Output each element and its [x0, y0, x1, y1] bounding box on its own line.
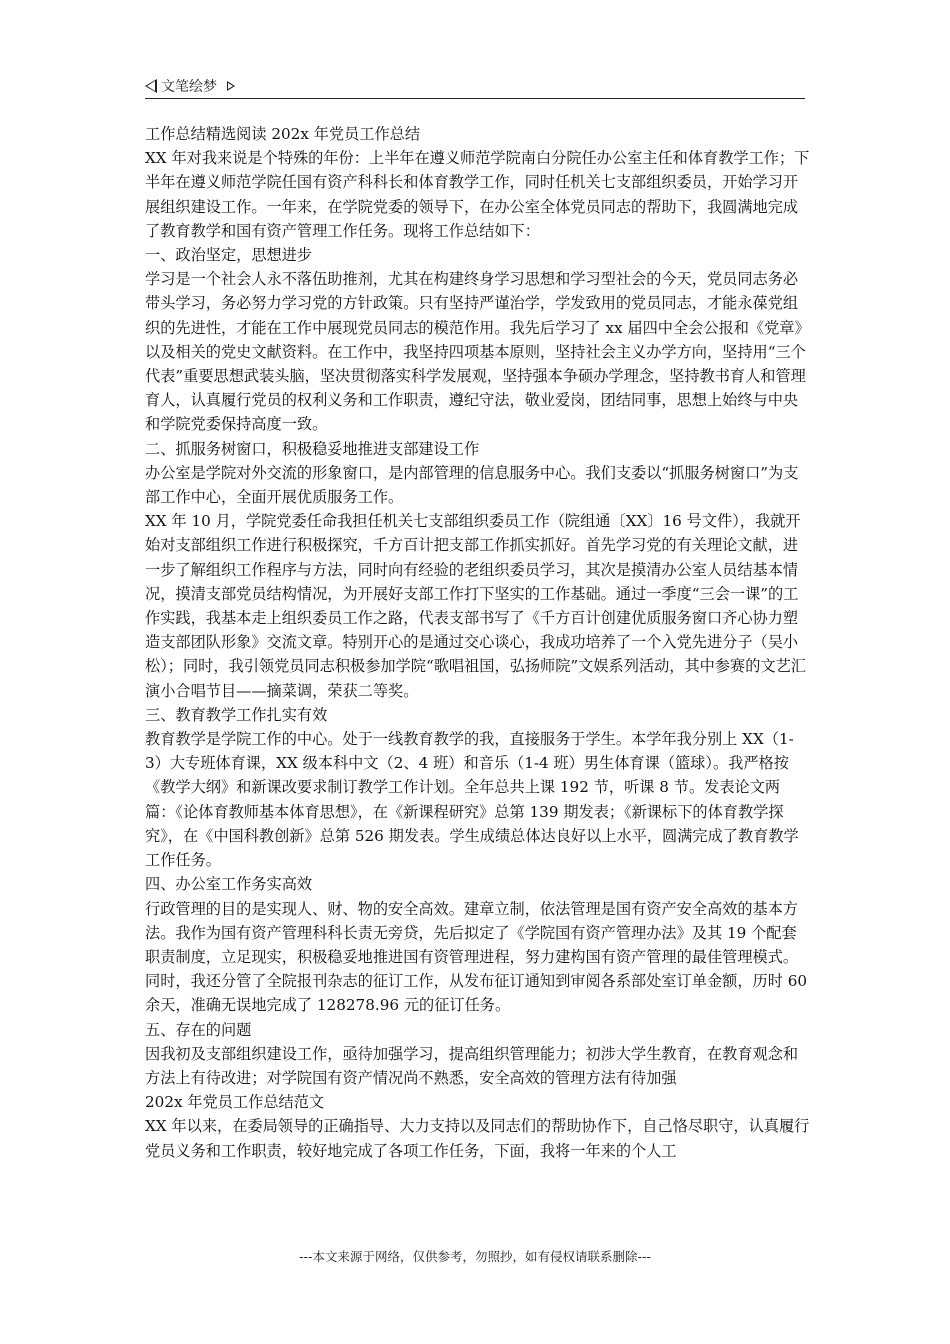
section-heading-5: 五、存在的问题 — [145, 1020, 252, 1039]
second-article-title: 202x 年党员工作总结范文 — [145, 1093, 325, 1112]
document-body — [145, 122, 810, 1163]
paragraph: XX 年以来，在委局领导的正确指导、大力支持以及同志们的帮助协作下，自己恪尽职守，认真履行党员义务和工作职责，较好地完成了各项工作任务，下面，我将一年来的个人工 — [145, 1117, 810, 1160]
brand-name: 文笔绘梦 — [161, 79, 217, 95]
header-brand — [145, 76, 235, 96]
left-triangle-icon — [145, 79, 157, 93]
paragraph: 因我初及支部组织建设工作，亟待加强学习，提高组织管理能力；初涉大学生教育，在教育观念和方法上有待改进；对学院国有资产情况尚不熟悉，安全高效的管理方法有待加强 — [145, 1044, 799, 1087]
section-heading-2: 二、抓服务树窗口，积极稳妥地推进支部建设工作 — [145, 439, 480, 458]
paragraph: 教育教学是学院工作的中心。处于一线教育教学的我，直接服务于学生。本学年我分别上 XX（1-3）大专班体育课，XX 级本科中文（2、4 班）和音乐（1-4 班）男生体育课（篮球）。我严格按《教学大纲》和新课改要求制订教学工作计划。全年总共上课 192 节，听课 8 节。发表论文两篇：《论体育教师基本体育思想》，在《新课程研究》总第 139 期发表；《新课标下的体育教学探究》，在《中国科教创新》总第 526 期发表。学生成绩总体达良好以上水平，圆满完成了教育教学工作任务。 — [145, 730, 799, 870]
paragraph: 行政管理的目的是实现人、财、物的安全高效。建章立制，依法管理是国有资产安全高效的基本方法。我作为国有资产管理科科长责无旁贷，先后拟定了《学院国有资产管理办法》及其 19 个配套职责制度，立足现实，积极稳妥地推进国有资管理进程，努力建构国有资产管理的最佳管理模式。同时，我还分管了全院报刊杂志的征订工作，从发布征订通知到审阅各系部处室订单金额，历时 60 余天，准确无误地完成了 128278.96 元的征订任务。 — [145, 899, 808, 1015]
page-header — [145, 72, 805, 99]
footer-disclaimer: ---本文来源于网络，仅供参考，勿照抄，如有侵权请联系删除--- — [298, 1249, 652, 1264]
paragraph: 学习是一个社会人永不落伍助推剂，尤其在构建终身学习思想和学习型社会的今天，党员同志务必带头学习，务必努力学习党的方针政策。只有坚持严谨治学，学发致用的党员同志，才能永葆党组织的先进性，才能在工作中展现党员同志的模范作用。我先后学习了 xx 届四中全会公报和《党章》以及相关的党史文献资料。在工作中，我坚持四项基本原则，坚持社会主义办学方向，坚持用“三个代表”重要思想武装头脑，坚决贯彻落实科学发展观，坚持强本争硕办学理念，坚持教书育人和管理育人，认真履行党员的权利义务和工作职责，遵纪守法，敬业爱岗，团结同事，思想上始终与中央和学院党委保持高度一致。 — [145, 270, 810, 434]
section-heading-4: 四、办公室工作务实高效 — [145, 875, 313, 894]
paragraph: XX 年 10 月，学院党委任命我担任机关七支部组织委员工作（院组通〔XX〕16 号文件），我就开始对支部组织工作进行积极探究，千方百计把支部工作抓实抓好。首先学习党的有关理论文献，进一步了解组织工作程序与方法，同时向有经验的老组织委员学习，其次是摸清办公室人员结基本情况，摸清支部党员结构情况，为开展好支部工作打下坚实的工作基础。通过一季度“三会一课”的工作实践，我基本走上组织委员工作之路，代表支部书写了《千方百计创建优质服务窗口齐心协力塑造支部团队形象》交流文章。特别开心的是通过交心谈心，我成功培养了一个入党先进分子（吴小松）；同时，我引领党员同志积极参加学院“歌唱祖国，弘扬师院”文娱系列活动，其中参赛的文艺汇演小合唱节目——摘菜调，荣获二等奖。 — [145, 512, 806, 700]
right-triangle-icon — [227, 81, 235, 91]
intro-paragraph: XX 年对我来说是个特殊的年份：上半年在遵义师范学院南白分院任办公室主任和体育教学工作；下半年在遵义师范学院任国有资产科科长和体育教学工作，同时任机关七支部组织委员，开始学习开展组织建设工作。一年来，在学院党委的领导下，在办公室全体党员同志的帮助下，我圆满地完成了教育教学和国有资产管理工作任务。现将工作总结如下： — [145, 149, 810, 240]
section-heading-3: 三、教育教学工作扎实有效 — [145, 705, 328, 724]
section-heading-1: 一、政治坚定，思想进步 — [145, 246, 313, 265]
paragraph: 办公室是学院对外交流的形象窗口，是内部管理的信息服务中心。我们支委以“抓服务树窗口”为支部工作中心，全面开展优质服务工作。 — [145, 463, 799, 507]
document-title: 工作总结精选阅读 202x 年党员工作总结 — [145, 125, 421, 143]
